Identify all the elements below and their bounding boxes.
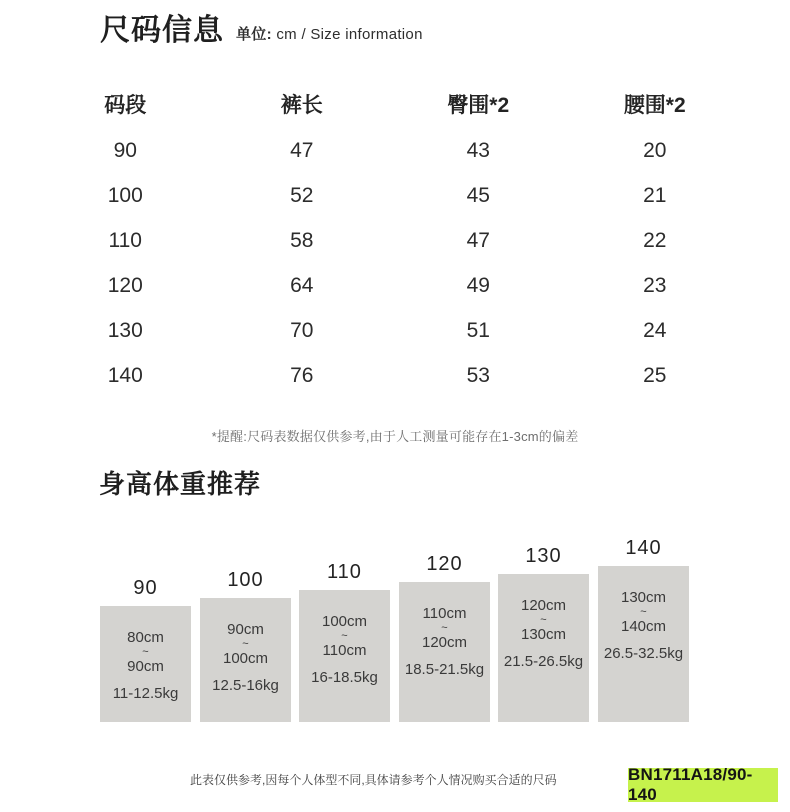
chart-bar xyxy=(100,606,191,722)
page-title: 尺码信息 xyxy=(100,14,224,47)
table-cell: 120 xyxy=(107,273,143,297)
table-cell: 21 xyxy=(643,183,667,207)
chart-bar-group xyxy=(299,561,390,722)
bar-height-from: 120cm xyxy=(520,597,567,614)
chart-bar xyxy=(399,582,490,722)
bar-label: 110 xyxy=(327,561,362,583)
column-header: 码段 xyxy=(104,94,147,117)
bar-height-to: 110cm xyxy=(322,642,367,659)
bar-height-to: 100cm xyxy=(222,650,269,667)
bar-height-to: 130cm xyxy=(520,626,567,643)
height-weight-chart xyxy=(100,537,690,722)
chart-bar-group xyxy=(100,577,191,722)
bar-label: 120 xyxy=(426,553,463,575)
bar-height-from: 80cm xyxy=(127,629,164,646)
table-cell: 49 xyxy=(466,273,490,297)
size-table xyxy=(37,80,743,398)
table-cell: 100 xyxy=(107,183,143,207)
bar-label: 140 xyxy=(625,537,662,559)
size-note: *提醒:尺码表数据仅供参考,由于人工测量可能存在1-3cm的偏差 xyxy=(211,429,579,444)
table-cell: 43 xyxy=(466,138,490,162)
column-header: 臀围*2 xyxy=(447,94,510,117)
bar-weight-range: 12.5-16kg xyxy=(212,677,279,694)
section-title-height-weight: 身高体重推荐 xyxy=(99,469,262,499)
table-cell: 47 xyxy=(466,228,490,252)
table-cell: 20 xyxy=(643,138,667,162)
bar-height-to: 90cm xyxy=(127,658,164,675)
table-cell: 51 xyxy=(466,318,490,342)
chart-bar-group xyxy=(498,545,589,722)
table-cell: 25 xyxy=(643,363,667,387)
bar-label: 90 xyxy=(133,577,158,599)
chart-bar xyxy=(200,598,291,722)
bar-height-from: 110cm xyxy=(422,605,467,622)
bar-weight-range: 26.5-32.5kg xyxy=(603,645,684,662)
bar-height-from: 130cm xyxy=(620,589,667,606)
table-cell: 64 xyxy=(290,273,314,297)
chart-bar-group xyxy=(200,569,291,722)
product-code-badge: BN1711A18/90-140 xyxy=(628,768,778,802)
table-cell: 47 xyxy=(290,138,314,162)
footer-disclaimer: 此表仅供参考,因每个人体型不同,具体请参考个人情况购买合适的尺码 xyxy=(190,773,557,787)
table-cell: 76 xyxy=(290,363,314,387)
table-cell: 23 xyxy=(643,273,667,297)
table-cell: 110 xyxy=(108,228,142,252)
bar-weight-range: 18.5-21.5kg xyxy=(404,661,485,678)
bar-height-from: 90cm xyxy=(227,621,264,638)
unit-value: cm / Size information xyxy=(276,26,423,43)
tilde-separator: ~ xyxy=(242,638,249,650)
column-header: 腰围*2 xyxy=(623,94,686,117)
chart-bar xyxy=(498,574,589,722)
table-cell: 58 xyxy=(290,228,314,252)
bar-label: 100 xyxy=(227,569,264,591)
table-cell: 45 xyxy=(466,183,490,207)
table-cell: 140 xyxy=(107,363,143,387)
tilde-separator: ~ xyxy=(441,622,448,634)
column-header: 裤长 xyxy=(280,94,323,117)
tilde-separator: ~ xyxy=(640,606,647,618)
bar-height-to: 140cm xyxy=(620,618,667,635)
unit-subtitle xyxy=(236,23,423,48)
chart-bar-group xyxy=(399,553,490,722)
table-cell: 52 xyxy=(290,183,314,207)
unit-label: 单位: xyxy=(236,26,272,43)
bar-weight-range: 16-18.5kg xyxy=(311,669,378,686)
bar-height-from: 100cm xyxy=(321,613,368,630)
table-cell: 130 xyxy=(107,318,143,342)
chart-bar-group xyxy=(598,537,689,722)
tilde-separator: ~ xyxy=(341,630,348,642)
table-cell: 70 xyxy=(290,318,314,342)
table-cell: 22 xyxy=(643,228,667,252)
header xyxy=(100,14,423,48)
tilde-separator: ~ xyxy=(540,614,547,626)
bar-weight-range: 21.5-26.5kg xyxy=(503,653,584,670)
table-cell: 90 xyxy=(113,138,137,162)
table-cell: 53 xyxy=(466,363,490,387)
bar-height-to: 120cm xyxy=(421,634,468,651)
bar-weight-range: 11-12.5kg xyxy=(112,685,179,702)
bar-label: 130 xyxy=(525,545,562,567)
tilde-separator: ~ xyxy=(142,646,149,658)
chart-bar xyxy=(299,590,390,722)
chart-bar xyxy=(598,566,689,722)
table-cell: 24 xyxy=(643,318,667,342)
